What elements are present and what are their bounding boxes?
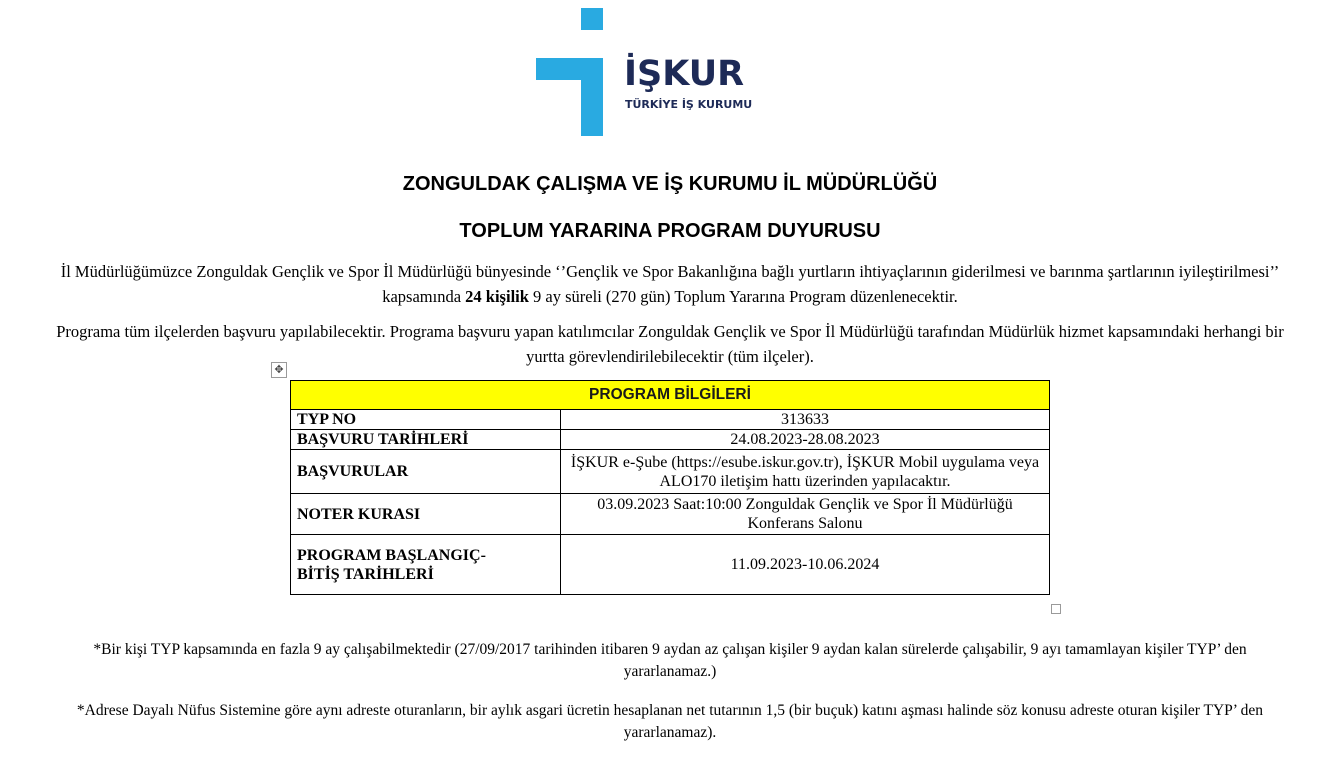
row-value-typ-no: 313633 [561, 410, 1050, 430]
row-label-application-dates: BAŞVURU TARİHLERİ [291, 430, 561, 450]
logo-subtitle: TÜRKİYE İŞ KURUMU [625, 98, 753, 111]
table-row [291, 430, 1050, 450]
table-row [291, 410, 1050, 430]
row-label-typ-no: TYP NO [291, 410, 561, 430]
logo-wordmark: İŞKUR [624, 54, 745, 94]
intro-text-b: 9 ay süreli (270 gün) Toplum Yararına Program düzenlenecektir. [528, 287, 958, 306]
document-subtitle: TOPLUM YARARINA PROGRAM DUYURUSU [459, 220, 881, 242]
footnote-1: *Bir kişi TYP kapsamında en fazla 9 ay çalışabilmektedir (27/09/2017 tarihinden itibaren 9 aydan az çalışan kişiler 9 aydan kalan sürelerde çalışabilir, 9 ayı tamamlayan kişiler TYP’ den yararlanamaz.) [93, 641, 1247, 680]
document-title: ZONGULDAK ÇALIŞMA VE İŞ KURUMU İL MÜDÜRLÜĞÜ [402, 173, 938, 195]
move-arrows-icon[interactable]: ✥ [271, 362, 287, 378]
row-value-application-dates: 24.08.2023-28.08.2023 [561, 430, 1050, 450]
footnote-2: *Adrese Dayalı Nüfus Sistemine göre aynı adreste oturanların, bir aylık asgari ücretin hesaplanan net tutarının 1,5 (bir buçuk) katını aşması halinde söz konusu adreste oturan kişiler TYP’ den yararlanamaz). [76, 702, 1264, 741]
table-row [291, 535, 1050, 595]
intro-paragraph-2: Programa tüm ilçelerden başvuru yapılabilecektir. Programa başvuru yapan katılımcılar Zonguldak Gençlik ve Spor İl Müdürlüğü tarafından Müdürlük hizmet kapsamındaki herhangi bir yurtta görevlendirilebilecektir (tüm ilçeler). [56, 322, 1284, 366]
intro-text-a: İl Müdürlüğümüzce Zonguldak Gençlik ve Spor İl Müdürlüğü bünyesinde ‘’Gençlik ve Spor Bakanlığına bağlı yurtların ihtiyaçlarının giderilmesi ve barınma şartlarının iyileştirilmesi’’ kapsamında [60, 262, 1280, 306]
row-label-program-dates: PROGRAM BAŞLANGIÇ- BİTİŞ TARİHLERİ [291, 535, 561, 595]
table-header: PROGRAM BİLGİLERİ [291, 381, 1050, 410]
program-info-table [290, 380, 1050, 595]
row-label-notary-draw: NOTER KURASI [291, 494, 561, 535]
intro-paragraph-1 [55, 259, 1285, 309]
row-value-program-dates: 11.09.2023-10.06.2024 [561, 535, 1050, 595]
row-value-applications: İŞKUR e-Şube (https://esube.iskur.gov.tr), İŞKUR Mobil uygulama veya ALO170 iletişim hattı üzerinden yapılacaktır. [561, 450, 1050, 494]
table-row [291, 450, 1050, 494]
table-resize-icon[interactable] [1051, 604, 1061, 614]
iskur-logo [536, 8, 766, 138]
iskur-logo-mark [536, 8, 626, 138]
table-header-row [291, 381, 1050, 410]
row-label-applications: BAŞVURULAR [291, 450, 561, 494]
intro-bold-count: 24 kişilik [465, 287, 529, 306]
row-value-notary-draw: 03.09.2023 Saat:10:00 Zonguldak Gençlik ve Spor İl Müdürlüğü Konferans Salonu [561, 494, 1050, 535]
table-row [291, 494, 1050, 535]
